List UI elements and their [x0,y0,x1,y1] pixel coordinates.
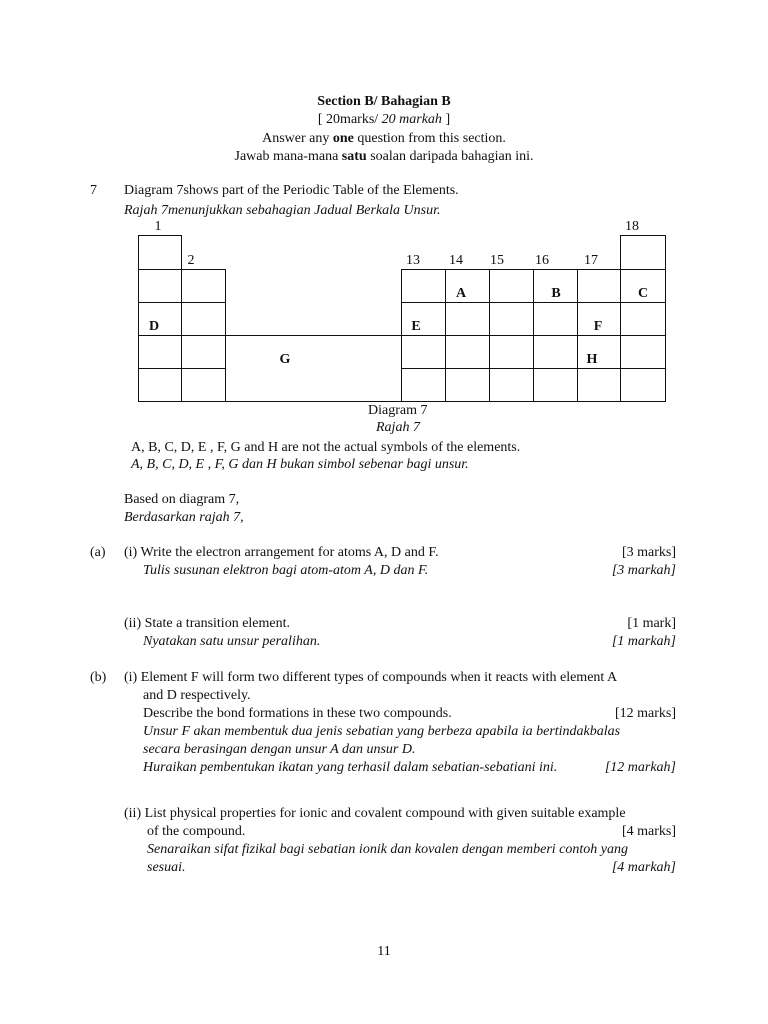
part-a-q1-marks-en: [3 marks] [621,545,676,560]
group-14-label: 14 [449,253,463,268]
cell [533,335,578,369]
part-b-q1-marks-ms: [12 markah] [604,760,676,775]
cell [401,269,446,303]
part-a-q1-ms: Tulis susunan elektron bagi atom-atom A, D dan F. [143,563,429,578]
instr-ms-bold: satu [341,149,367,164]
transition-block [225,335,402,402]
part-b-q1-ms-line2: secara berasingan dengan unsur A dan unsur D. [143,742,416,757]
marks-en: [ 20marks/ [317,112,379,127]
cell [489,368,534,402]
cell [620,368,666,402]
group-13-label: 13 [406,253,420,268]
part-b-q1-en-line3: Describe the bond formations in these two compounds. [143,706,452,721]
based-on-en: Based on diagram 7, [124,492,240,507]
question-intro-en: Diagram 7shows part of the Periodic Table of the Elements. [124,183,459,198]
part-b-q1-ms-line1: Unsur F akan membentuk dua jenis sebatian yang berbeza apabila ia bertindakbalas [143,724,621,739]
cell [181,269,226,303]
group-18-label: 18 [625,219,639,234]
cell [620,235,666,270]
diagram-caption-ms: Rajah 7 [376,420,420,435]
diagram-caption-en: Diagram 7 [368,403,428,418]
element-g: G [279,352,291,367]
instr-en-post: question from this section. [353,131,506,146]
part-a-q2-marks-en: [1 mark] [627,616,676,631]
part-a-q2-ms: Nyatakan satu unsur peralihan. [143,634,321,649]
cell [533,368,578,402]
part-a-q2-marks-ms: [1 markah] [611,634,676,649]
part-a-label: (a) [90,545,106,560]
part-b-q1-en-line1: (i) Element F will form two different types of compounds when it reacts with element A [124,670,618,685]
instr-ms-post: soalan daripada bahagian ini. [366,149,534,164]
part-b-q1-marks-en: [12 marks] [614,706,676,721]
cell [489,335,534,369]
group-17-label: 17 [584,253,598,268]
part-b-q2-en-line2: of the compound. [147,824,246,839]
cell [401,335,446,369]
section-title: Section B/ Bahagian B [317,94,451,109]
element-d: D [148,319,160,334]
part-b-q2-marks-en: [4 marks] [621,824,676,839]
cell [533,302,578,336]
cell [181,335,226,369]
cell [138,235,182,270]
part-b-label: (b) [90,670,107,685]
cell [138,368,182,402]
cell [181,302,226,336]
part-b-q2-ms-line1: Senaraikan sifat fizikal bagi sebatian ionik dan kovalen dengan memberi contoh yang [147,842,628,857]
cell [138,335,182,369]
element-f: F [593,319,603,334]
element-b: B [551,286,561,301]
cell [577,368,621,402]
group-16-label: 16 [535,253,549,268]
cell [577,269,621,303]
part-b-q1-en-line2: and D respectively. [143,688,251,703]
diagram-note-en: A, B, C, D, E , F, G and H are not the actual symbols of the elements. [131,440,521,455]
group-1-label: 1 [154,219,162,234]
part-b-q1-ms-line3: Huraikan pembentukan ikatan yang terhasil dalam sebatian-sebatiani ini. [143,760,558,775]
instruction-en [0,130,768,148]
based-on-ms: Berdasarkan rajah 7, [124,510,244,525]
part-b-q2-marks-ms: [4 markah] [611,860,676,875]
cell [401,368,446,402]
cell [620,335,666,369]
page-number: 11 [377,944,391,959]
question-intro-ms: Rajah 7menunjukkan sebahagian Jadual Berkala Unsur. [124,203,441,218]
instr-ms-pre: Jawab mana-mana [234,149,342,164]
cell [620,302,666,336]
section-marks [0,111,768,129]
cell [445,335,490,369]
marks-ms: 20 markah [378,112,442,127]
cell [445,368,490,402]
instr-en-pre: Answer any [262,131,333,146]
instr-en-bold: one [332,131,354,146]
cell [445,302,490,336]
part-a-q1-en: (i) Write the electron arrangement for atoms A, D and F. [124,545,439,560]
element-h: H [586,352,598,367]
element-c: C [637,286,649,301]
question-number: 7 [90,183,97,198]
group-15-label: 15 [490,253,504,268]
part-a-q2-en: (ii) State a transition element. [124,616,291,631]
group-2-label: 2 [187,253,195,268]
cell [181,368,226,402]
cell [489,269,534,303]
marks-close: ] [441,112,451,127]
part-b-q2-ms-line2: sesuai. [147,860,186,875]
element-e: E [411,319,421,334]
element-a: A [455,286,467,301]
diagram-note-ms: A, B, C, D, E , F, G dan H bukan simbol sebenar bagi unsur. [131,457,469,472]
part-b-q2-en-line1: (ii) List physical properties for ionic and covalent compound with given suitable example [124,806,626,821]
instruction-ms [0,148,768,166]
part-a-q1-marks-ms: [3 markah] [611,563,676,578]
cell [489,302,534,336]
cell [138,269,182,303]
